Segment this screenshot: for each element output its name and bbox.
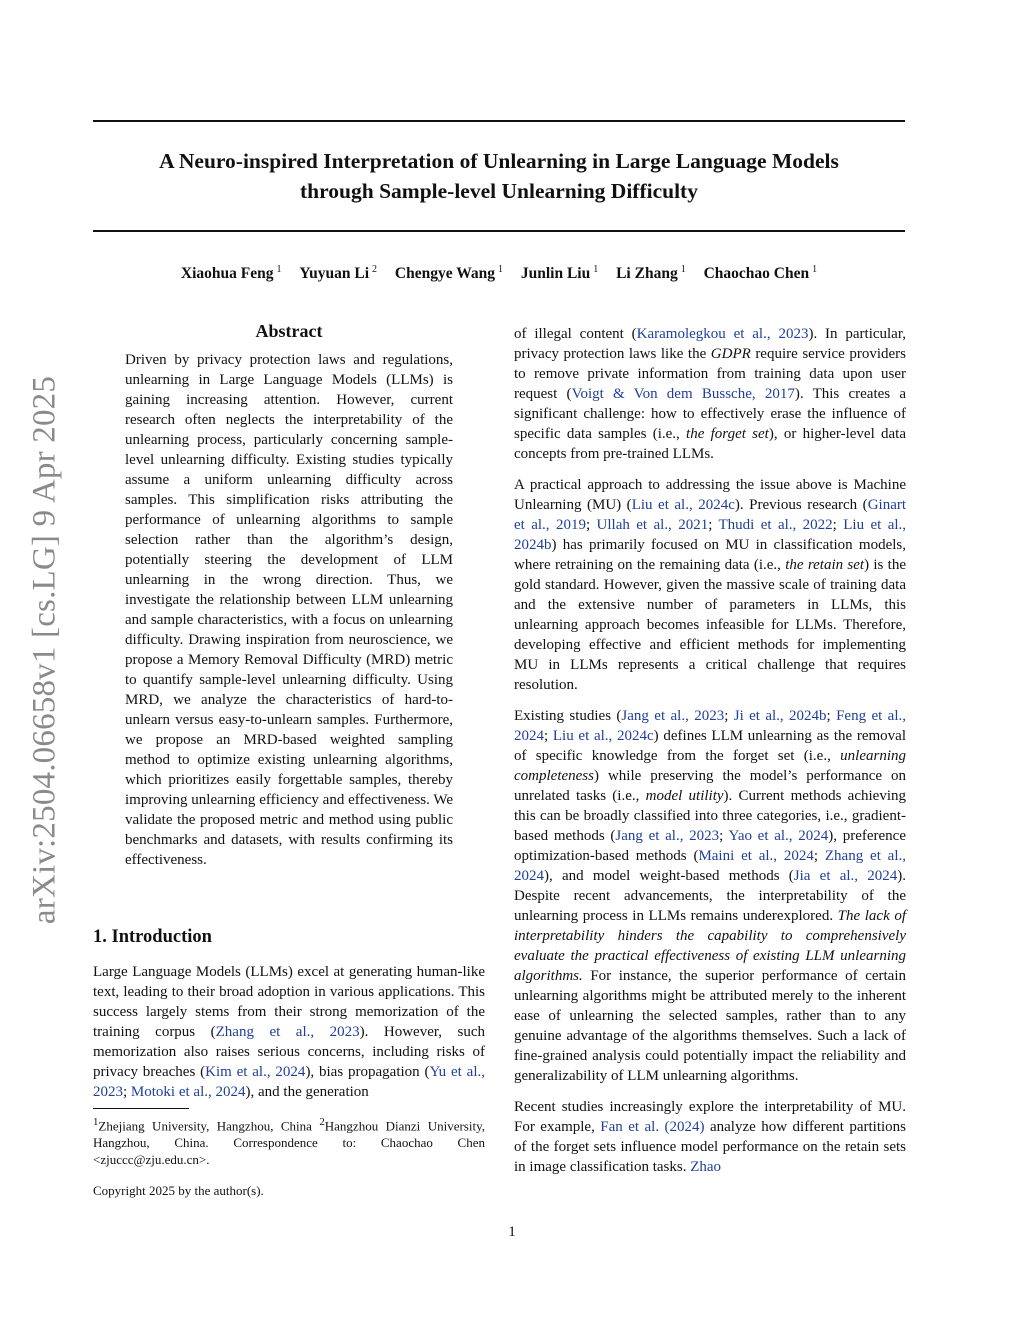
text: Large Language Models (LLMs) excel at generating human-like text, leading to their broad adoption in various applications. This success largely stems from their strong memorization of the training corpus ( [93, 964, 485, 1040]
author-name: Chengye Wang [394, 265, 495, 283]
footnote-mark: 2 [319, 1116, 325, 1128]
abstract-text: Driven by privacy protection laws and regulations, unlearning in Large Language Models (LLMs) is gaining increasing attention. However, current research often neglects the interpretability of the unlearning process, particularly concerning sample-level unlearning difficulty. Existing studies typically assume a uniform unlearning difficulty across samples. This simplification risks attributing the performance of unlearning algorithms to sample selection rather than the algorithm’s design, potentially steering the development of LLM unlearning in the wrong direction. Thus, we investigate the relationship between LLM unlearning and sample characteristics, with a focus on unlearning difficulty. Drawing inspiration from neuroscience, we propose a Memory Removal Difficulty (MRD) metric to quantify sample-level unlearning difficulty. Using MRD, we analyze the characteristics of hard-to-unlearn versus easy-to-unlearn samples. Furthermore, we propose an MRD-based weighted sampling method to optimize existing unlearning algorithms, which prioritizes easily forgettable samples, thereby improving unlearning efficiency and effectiveness. We validate the proposed metric and method using public benchmarks and datasets, with results confirming its effectiveness. [125, 352, 453, 868]
author-name: Li Zhang [616, 265, 678, 283]
emphasis: GDPR [710, 346, 751, 362]
citation-link[interactable]: Zhang et al., 2024 [514, 848, 907, 884]
citation-link[interactable]: Maini et al., 2024 [698, 848, 814, 864]
emphasis: the forget set [686, 426, 769, 442]
citation-link[interactable]: Ginart et al., 2019 [514, 497, 907, 533]
footnote [93, 1114, 485, 1168]
affiliation-mark: 2 [372, 264, 378, 275]
text: ). However, such memorization also raises serious concerns, including risks of privacy breaches ( [93, 1024, 485, 1080]
text: analyze how different partitions of the forget sets influence model performance on the retain sets in image classification tasks. [514, 1119, 907, 1175]
author [704, 265, 818, 282]
citation-link[interactable]: Jang et al., 2023 [615, 828, 720, 844]
citation-link[interactable]: Voigt & Von dem Bussche, 2017 [571, 386, 795, 402]
author-name: Yuyuan Li [299, 265, 370, 283]
citation-link[interactable]: Yao et al., 2024 [728, 828, 829, 844]
page-number: 1 [508, 1224, 516, 1240]
affiliation-mark: 1 [680, 264, 686, 275]
emphasis: unlearning completeness [514, 748, 906, 784]
text: ), and the generation [245, 1084, 369, 1100]
author [181, 265, 282, 282]
citation-link[interactable]: Ji et al., 2024b [733, 708, 827, 724]
citation-link[interactable]: Karamolegkou et al., 2023 [636, 326, 809, 342]
text: ). This creates a significant challenge: how to effectively erase the influence of specific data samples (i.e., [514, 386, 907, 442]
text: ; [813, 848, 825, 864]
citation-link[interactable]: Liu et al., 2024c [631, 497, 735, 513]
author-name: Chaochao Chen [703, 265, 810, 283]
author [299, 265, 377, 282]
text: ; [544, 728, 553, 744]
text: ). Despite recent advancements, the interpretability of the unlearning process in LLMs remains underexplored. [514, 868, 906, 924]
body-paragraph [514, 1097, 906, 1177]
text: ). Current methods achieving this can be broadly classified into three categories, i.e., gradient-based methods ( [514, 788, 906, 844]
arxiv-identifier: arXiv:2504.06658v1 [cs.LG] 9 Apr 2025 [26, 375, 63, 925]
affiliation-mark: 1 [593, 264, 599, 275]
citation-link[interactable]: Liu et al., 2024b [514, 517, 907, 553]
text: ; [832, 517, 844, 533]
footnote-mark: 1 [93, 1116, 99, 1128]
affiliation-mark: 1 [276, 264, 282, 275]
introduction-paragraph [93, 962, 485, 1102]
author-list [93, 264, 905, 283]
text: ) while preserving the model’s performance on unrelated tasks (i.e., [514, 768, 906, 804]
body-paragraph [514, 706, 906, 1086]
citation-link[interactable]: Kim et al., 2024 [205, 1064, 306, 1080]
text: ; [724, 708, 734, 724]
citation-link[interactable]: Jang et al., 2023 [621, 708, 725, 724]
arxiv-side-label [15, 360, 75, 940]
author-name: Junlin Liu [520, 265, 591, 283]
text: ). Previous research ( [734, 497, 868, 513]
citation-link[interactable]: Fan et al. (2024) [600, 1119, 705, 1135]
citation-link[interactable]: Ullah et al., 2021 [596, 517, 709, 533]
title-line-1: A Neuro-inspired Interpretation of Unlearning in Large Language Models [159, 149, 839, 173]
text: ; [123, 1084, 131, 1100]
text: ; [585, 517, 597, 533]
text: A practical approach to addressing the issue above is Machine Unlearning (MU) ( [514, 477, 906, 513]
abstract-heading: Abstract [255, 321, 323, 341]
text: require service providers to remove private information from training data upon user request ( [514, 346, 906, 402]
text: ; [719, 828, 729, 844]
author [616, 265, 686, 282]
text: ), bias propagation ( [305, 1064, 430, 1080]
footnote-rule [93, 1108, 189, 1109]
body-paragraph [514, 475, 906, 695]
text: ), preference optimization-based methods ( [514, 828, 906, 864]
text: ; [826, 708, 837, 724]
affiliation-mark: 1 [812, 264, 818, 275]
citation-link[interactable]: Feng et al., 2024 [514, 708, 906, 744]
text: ). In particular, privacy protection laws like the [514, 326, 906, 362]
emphasis: model utility [645, 788, 724, 804]
affiliation-text: Hangzhou Dianzi University, Hangzhou, China. Correspondence to: Chaochao Chen <zjuccc@zju.edu.cn>. [93, 1118, 485, 1168]
emphasis: the retain set [785, 557, 865, 573]
author [395, 265, 503, 282]
citation-link[interactable]: Zhao [690, 1159, 722, 1175]
text: ) defines LLM unlearning as the removal of specific knowledge from the forget set (i.e., [514, 728, 907, 764]
introduction-heading: 1. Introduction [93, 927, 212, 947]
citation-link[interactable]: Jia et al., 2024 [793, 868, 898, 884]
text: of illegal content ( [514, 326, 637, 342]
citation-link[interactable]: Thudi et al., 2022 [718, 517, 833, 533]
title-top-rule [93, 120, 905, 122]
text: Existing studies ( [514, 708, 622, 724]
body-paragraph [514, 324, 906, 464]
citation-link[interactable]: Zhang et al., 2023 [215, 1024, 360, 1040]
right-column [514, 324, 906, 1188]
text: ) has primarily focused on MU in classification models, where retraining on the remaining data (i.e., [514, 537, 906, 573]
title-bottom-rule [93, 230, 905, 232]
citation-link[interactable]: Yu et al., 2023 [93, 1064, 485, 1100]
copyright-notice: Copyright 2025 by the author(s). [93, 1183, 264, 1198]
text: ) is the gold standard. However, given the massive scale of training data and the extensive number of parameters in LLMs, this unlearning approach becomes infeasible for LLMs. Therefore, developing effective and efficient methods for implementing MU in LLMs represents a critical challenge that requires resolution. [514, 557, 906, 693]
title-line-2: through Sample-level Unlearning Difficulty [300, 179, 698, 203]
affiliation-text: Zhejiang University, Hangzhou, China [98, 1118, 320, 1134]
author-name: Xiaohua Feng [180, 265, 274, 283]
citation-link[interactable]: Motoki et al., 2024 [130, 1084, 246, 1100]
text: ), or higher-level data concepts from pre-trained LLMs. [514, 426, 906, 462]
text: For instance, the superior performance of certain unlearning algorithms might be attributed merely to the inherent ease of unlearning the selected samples, rather than to any genuine advantage of the algorithms themselves. Such a lack of fine-grained analysis could potentially impact the reliability and generalizability of LLM unlearning algorithms. [514, 968, 906, 1084]
author [521, 265, 598, 282]
emphasis: The lack of interpretability hinders the capability to comprehensively evaluate the practical effectiveness of existing LLM unlearning algorithms. [514, 908, 906, 984]
text: ; [708, 517, 719, 533]
affiliation-mark: 1 [497, 264, 503, 275]
citation-link[interactable]: Liu et al., 2024c [552, 728, 654, 744]
text: Recent studies increasingly explore the interpretability of MU. For example, [514, 1099, 906, 1135]
paper-title [93, 146, 905, 206]
text: ), and model weight-based methods ( [544, 868, 794, 884]
